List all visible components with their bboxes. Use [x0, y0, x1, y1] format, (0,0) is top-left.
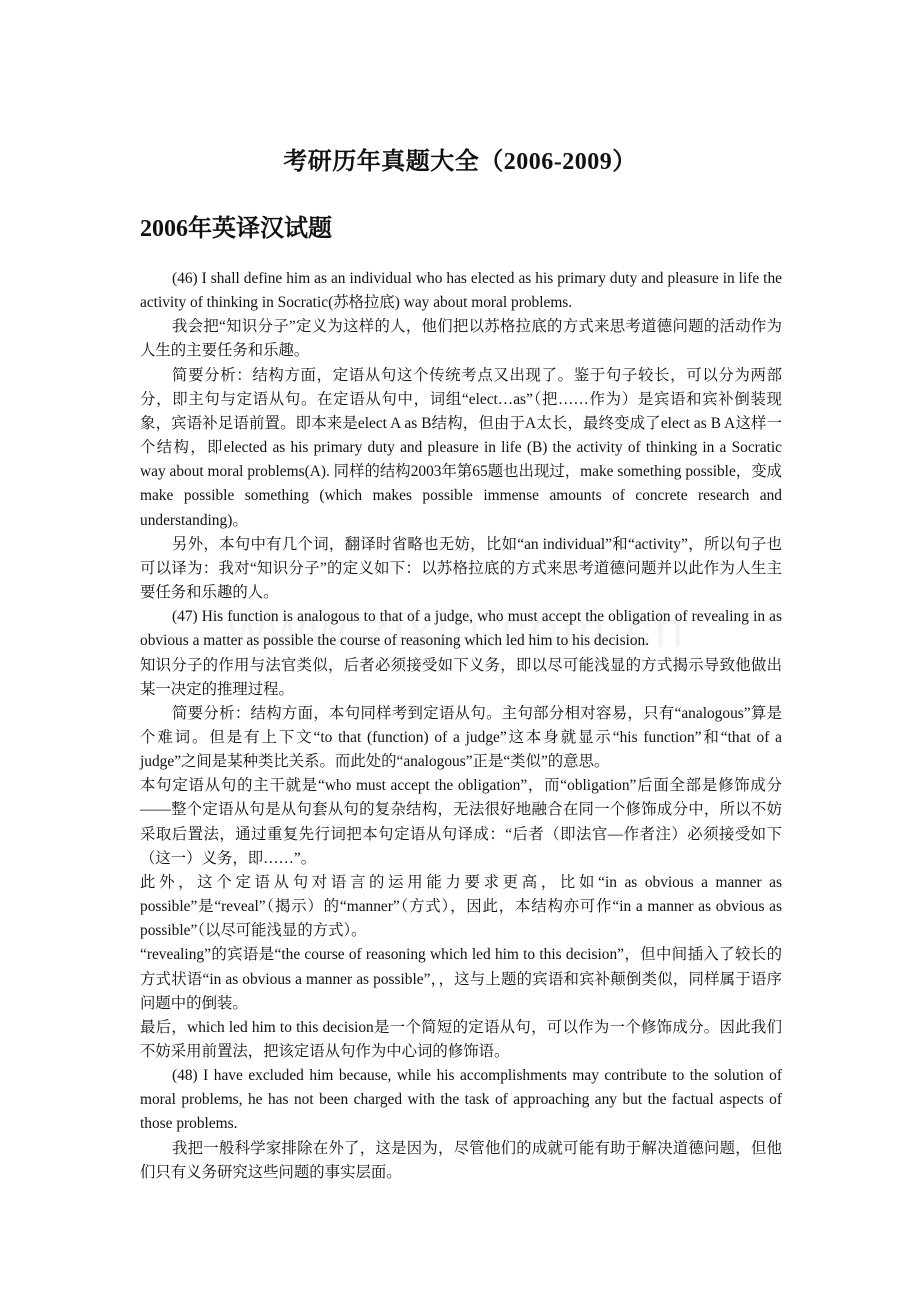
paragraph: 简要分析：结构方面，本句同样考到定语从句。主句部分相对容易，只有“analogous”算是个难词。但是有上下文“to that (function) of a judge”这本身就显示“his function”和“that of a judge”之间是某种类比关系。而此处的“analogous”正是“类似”的意思。 [140, 704, 782, 771]
paragraph: (46) I shall define him as an individual who has elected as his primary duty and pleasure in life the activity of thinking in Socratic(苏格拉底) way about moral problems. [140, 270, 782, 312]
paragraph: 简要分析：结构方面，定语从句这个传统考点又出现了。鉴于句子较长，可以分为两部分，即主句与定语从句。在定语从句中，词组“elect…as”（把……作为）是宾语和宾补倒装现象，宾语补足语前置。即本来是elect A as B结构，但由于A太长，最终变成了elect as B A这样一个结构，即elected as his primary duty and pleasure in life (B) the activity of thinking in a Socratic way about moral problems(A). 同样的结构2003年第65题也出现过，make something possible，变成make possible something (which makes possible immense amounts of concrete research and understanding)。 [140, 366, 782, 529]
page-title: 考研历年真题大全（2006-2009） [283, 149, 637, 175]
paragraph: 本句定语从句的主干就是“who must accept the obligation”，而“obligation”后面全部是修饰成分——整个定语从句是从句套从句的复杂结构，无法很好地融合在同一个修饰成分中，所以不妨采取后置法，通过重复先行词把本句定语从句译成：“后者（即法官—作者注）必须接受如下（这一）义务，即……”。 [140, 777, 782, 867]
paragraph: 另外，本句中有几个词，翻译时省略也无妨，比如“an individual”和“activity”，所以句子也可以译为：我对“知识分子”的定义如下：以苏格拉底的方式来思考道德问题并以此作为人生主要任务和乐趣的人。 [140, 535, 782, 602]
paragraph: 知识分子的作用与法官类似，后者必须接受如下义务，即以尽可能浅显的方式揭示导致他做出某一决定的推理过程。 [140, 656, 782, 698]
document-body [140, 267, 782, 1185]
paragraph: “revealing”的宾语是“the course of reasoning which led him to this decision”，但中间插入了较长的方式状语“in as obvious a manner as possible”，，这与上题的宾语和宾补颠倒类似，同样属于语序问题中的倒装。 [140, 946, 782, 1012]
section-heading: 2006年英译汉试题 [140, 216, 332, 242]
paragraph: 此外，这个定语从句对语言的运用能力要求更高，比如“in as obvious a manner as possible”是“reveal”（揭示）的“manner”（方式），因此，本结构亦可作“in a manner as obvious as possible”（以尽可能浅显的方式）。 [140, 873, 782, 940]
paragraph: 我会把“知识分子”定义为这样的人，他们把以苏格拉底的方式来思考道德问题的活动作为人生的主要任务和乐趣。 [140, 318, 782, 360]
paragraph: (48) I have excluded him because, while his accomplishments may contribute to the solution of moral problems, he has not been charged with the task of approaching any but the factual aspects of those problems. [140, 1067, 782, 1133]
paragraph: (47) His function is analogous to that of a judge, who must accept the obligation of revealing in as obvious a matter as possible the course of reasoning which led him to his decision. [140, 608, 782, 650]
paragraph: 我把一般科学家排除在外了，这是因为，尽管他们的成就可能有助于解决道德问题，但他们只有义务研究这些问题的事实层面。 [140, 1139, 782, 1181]
paragraph: 最后，which led him to this decision是一个简短的定语从句，可以作为一个修饰成分。因此我们不妨采用前置法，把该定语从句作为中心词的修饰语。 [140, 1018, 782, 1060]
